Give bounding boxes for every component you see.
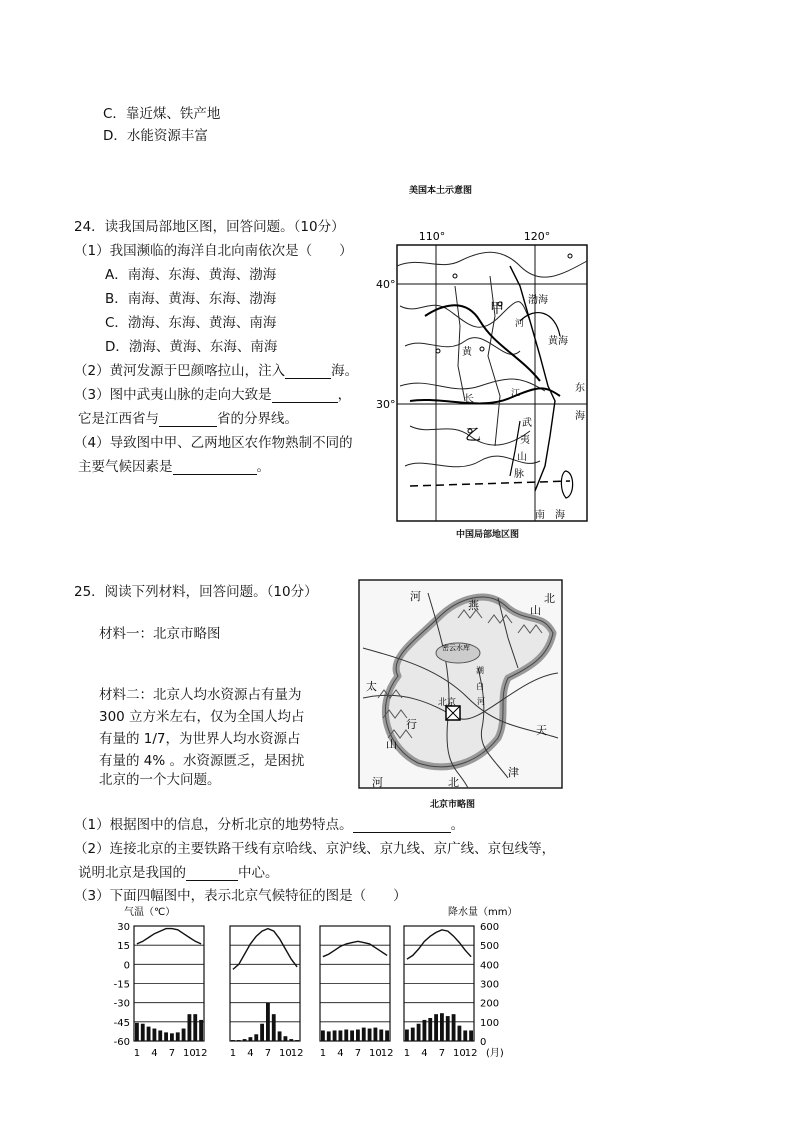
label-bei: 北 bbox=[544, 592, 555, 605]
q24-option-d: D．渤海、黄海、东海、南海 bbox=[105, 339, 278, 355]
q24-sub3b: 它是江西省与 省的分界线。 bbox=[78, 411, 298, 427]
right-tick-label: 300 bbox=[480, 979, 500, 991]
q25-sub2b: 说明北京是我国的 中心。 bbox=[78, 865, 279, 881]
chart-4-precip-bar bbox=[405, 1030, 409, 1042]
us-map-caption: 美国本土示意图 bbox=[409, 186, 473, 196]
label-bei-south: 北 bbox=[448, 776, 459, 789]
label-tai: 太 bbox=[366, 680, 377, 693]
answer-blank[interactable] bbox=[285, 364, 331, 379]
label-bohai: 渤海 bbox=[528, 295, 548, 306]
x-tick-label: 12 bbox=[380, 1048, 394, 1059]
label-he-south: 河 bbox=[372, 776, 383, 789]
chart-2-precip-bar bbox=[272, 1014, 276, 1041]
q24-option-a: A．南海、东海、黄海、渤海 bbox=[105, 267, 277, 283]
label-nanhai: 南 海 bbox=[535, 510, 565, 521]
chart-3-precip-bar bbox=[321, 1030, 325, 1041]
x-tick-label: 1 bbox=[319, 1048, 327, 1059]
chart-3-precip-bar bbox=[362, 1028, 366, 1041]
q25-material-2-line1: 材料二：北京人均水资源占有量为 bbox=[99, 687, 302, 703]
chart-4-precip-bar bbox=[423, 1020, 427, 1041]
answer-blank[interactable] bbox=[159, 412, 217, 427]
label-mai: 脉 bbox=[514, 469, 524, 480]
q23-option-d: D．水能资源丰富 bbox=[103, 128, 208, 144]
right-axis-label: 降水量（mm） bbox=[448, 907, 518, 918]
chart-3-precip-bar bbox=[333, 1030, 337, 1041]
chart-3-precip-bar bbox=[344, 1030, 348, 1042]
q24-sub3: （3）图中武夷山脉的走向大致是 ， bbox=[74, 387, 352, 403]
q24-option-b: B．南海、黄海、东海、渤海 bbox=[105, 291, 277, 307]
chart-2-precip-bar bbox=[289, 1039, 293, 1041]
longitude-110: 110° bbox=[418, 230, 446, 243]
label-he2: 河 bbox=[477, 697, 485, 706]
q23-option-c: C．靠近煤、铁产地 bbox=[103, 106, 221, 122]
chart-1-precip-bar bbox=[182, 1029, 186, 1041]
chart-1-precip-bar bbox=[153, 1029, 157, 1041]
x-tick-label: 10 bbox=[279, 1048, 292, 1059]
chart-3-precip-bar bbox=[374, 1028, 378, 1041]
label-jiang: 江 bbox=[511, 389, 521, 399]
region-jia: 甲 bbox=[490, 301, 504, 317]
label-jin: 津 bbox=[508, 766, 519, 779]
answer-blank[interactable] bbox=[173, 460, 257, 475]
latitude-40: 40° bbox=[376, 278, 396, 291]
chart-1-precip-bar bbox=[141, 1024, 145, 1041]
chart-1-precip-bar bbox=[188, 1014, 192, 1041]
q24-title: 24．读我国局部地区图，回答问题。（10分） bbox=[74, 219, 345, 235]
q24-sub1: （1）我国濒临的海洋自北向南依次是（ ） bbox=[74, 243, 353, 259]
x-tick-label: 4 bbox=[421, 1048, 428, 1059]
chart-2-precip-bar bbox=[295, 1040, 299, 1041]
chart-4-precip-bar bbox=[446, 1016, 450, 1041]
left-tick-label: -45 bbox=[113, 1017, 130, 1029]
label-shan-north: 山 bbox=[530, 604, 541, 617]
chart-3-precip-bar bbox=[379, 1030, 383, 1042]
x-tick-label: 4 bbox=[337, 1048, 344, 1059]
longitude-120: 120° bbox=[523, 230, 551, 243]
chart-1-precip-bar bbox=[164, 1032, 168, 1041]
x-tick-label: 12 bbox=[464, 1048, 478, 1059]
q24-sub2: （2）黄河发源于巴颜喀拉山，注入 海。 bbox=[74, 363, 359, 379]
label-huanghai: 黄海 bbox=[548, 336, 568, 347]
label-wu: 武 bbox=[522, 418, 532, 429]
label-shan-west: 山 bbox=[386, 738, 397, 751]
chart-4-precip-bar bbox=[458, 1026, 462, 1041]
x-tick-label: 7 bbox=[168, 1048, 176, 1059]
chart-2-precip-bar bbox=[243, 1039, 247, 1041]
label-hang: 行 bbox=[406, 718, 417, 731]
left-tick-label: 30 bbox=[117, 922, 130, 933]
chart-3-precip-bar bbox=[356, 1030, 360, 1042]
left-tick-label: -60 bbox=[113, 1037, 130, 1048]
q25-title: 25．阅读下列材料，回答问题。（10分） bbox=[74, 584, 318, 600]
chart-1-precip-bar bbox=[135, 1023, 139, 1041]
chart-4-precip-bar bbox=[440, 1013, 444, 1041]
label-tian: 天 bbox=[536, 724, 547, 737]
label-chao: 潮 bbox=[476, 666, 484, 675]
chart-4-precip-bar bbox=[463, 1030, 467, 1041]
chart-4-precip-bar bbox=[469, 1030, 473, 1041]
q25-sub2: （2）连接北京的主要铁路干线有京哈线、京沪线、京九线、京广线、京包线等， bbox=[74, 841, 556, 857]
x-tick-label: 12 bbox=[194, 1048, 208, 1059]
chart-2-precip-bar bbox=[260, 1024, 264, 1041]
chart-4-precip-bar bbox=[411, 1028, 415, 1041]
label-yi: 夷 bbox=[520, 435, 530, 446]
x-tick-label: 10 bbox=[453, 1048, 466, 1059]
label-miyun: 密云水库 bbox=[442, 644, 470, 652]
chart-1-precip-bar bbox=[170, 1033, 174, 1041]
q25-material-2-line5: 北京的一个大问题。 bbox=[99, 772, 221, 788]
x-tick-label: 7 bbox=[264, 1048, 272, 1059]
answer-blank[interactable] bbox=[353, 818, 451, 833]
chart-1-precip-bar bbox=[193, 1014, 197, 1041]
x-tick-label: 10 bbox=[369, 1048, 382, 1059]
right-tick-label: 0 bbox=[480, 1037, 487, 1048]
beijing-map-caption: 北京市略图 bbox=[430, 800, 476, 810]
left-tick-label: -15 bbox=[113, 979, 130, 991]
chart-2-precip-bar bbox=[284, 1036, 288, 1041]
left-tick-label: 15 bbox=[117, 941, 130, 953]
x-tick-label: 1 bbox=[229, 1048, 237, 1059]
latitude-30: 30° bbox=[376, 398, 396, 411]
q24-sub4: （4）导致图中甲、乙两地区农作物熟制不同的 bbox=[74, 435, 353, 451]
chart-3-precip-bar bbox=[385, 1030, 389, 1041]
q25-material-2-line4: 有量的 4% 。水资源匮乏，是困扰 bbox=[99, 753, 305, 769]
x-axis-unit: (月) bbox=[486, 1048, 504, 1059]
label-shan: 山 bbox=[517, 452, 527, 463]
chart-3-precip-bar bbox=[368, 1029, 372, 1041]
label-yan: 燕 bbox=[468, 599, 479, 612]
q24-sub4b: 主要气候因素是 。 bbox=[78, 459, 270, 475]
answer-blank[interactable] bbox=[186, 866, 238, 881]
x-tick-label: 1 bbox=[133, 1048, 141, 1059]
right-tick-label: 600 bbox=[480, 922, 500, 933]
chart-3-precip-bar bbox=[339, 1030, 343, 1041]
chart-2-precip-bar bbox=[278, 1031, 282, 1041]
q25-sub1: （1）根据图中的信息，分析北京的地势特点。 。 bbox=[74, 817, 465, 833]
region-yi: 乙 bbox=[465, 425, 482, 444]
x-tick-label: 4 bbox=[151, 1048, 158, 1059]
chart-2-precip-bar bbox=[231, 1040, 235, 1041]
q25-sub3: （3）下面四幅图中，表示北京气候特征的图是（ ） bbox=[74, 888, 407, 904]
right-tick-label: 500 bbox=[480, 941, 500, 953]
q25-material-1: 材料一：北京市略图 bbox=[99, 626, 221, 642]
chart-1-precip-bar bbox=[158, 1030, 162, 1041]
right-tick-label: 100 bbox=[480, 1017, 500, 1029]
chart-2-precip-bar bbox=[266, 1003, 270, 1041]
chart-3-precip-bar bbox=[350, 1030, 354, 1041]
right-tick-label: 200 bbox=[480, 998, 500, 1010]
chart-2-precip-bar bbox=[249, 1037, 253, 1041]
beijing-map bbox=[358, 578, 564, 790]
x-tick-label: 4 bbox=[247, 1048, 254, 1059]
left-axis-label: 气温（℃） bbox=[124, 907, 176, 918]
label-he: 河 bbox=[515, 319, 525, 329]
x-tick-label: 12 bbox=[290, 1048, 304, 1059]
answer-blank[interactable] bbox=[272, 388, 338, 403]
right-tick-label: 400 bbox=[480, 960, 500, 972]
label-huang: 黄 bbox=[462, 347, 472, 358]
x-tick-label: 1 bbox=[403, 1048, 411, 1059]
x-tick-label: 7 bbox=[354, 1048, 362, 1059]
label-dong: 东 bbox=[575, 383, 585, 394]
chart-4-precip-bar bbox=[434, 1014, 438, 1041]
label-hai: 海 bbox=[575, 411, 585, 422]
q25-material-2-line2: 300 立方米左右，仅为全国人均占 bbox=[99, 709, 305, 725]
x-tick-label: 7 bbox=[438, 1048, 446, 1059]
chart-2-precip-bar bbox=[254, 1034, 258, 1041]
chart-1-precip-bar bbox=[176, 1032, 180, 1041]
label-bai: 白 bbox=[476, 682, 484, 691]
chart-1-precip-bar bbox=[199, 1020, 203, 1041]
chart-1-precip-bar bbox=[147, 1027, 151, 1041]
china-map-caption: 中国局部地区图 bbox=[456, 530, 520, 540]
left-tick-label: -30 bbox=[113, 998, 130, 1010]
label-he: 河 bbox=[410, 590, 421, 603]
chart-4-precip-bar bbox=[417, 1024, 421, 1041]
label-chang: 长 bbox=[464, 394, 474, 405]
climate-charts bbox=[112, 903, 522, 1061]
chart-4-precip-bar bbox=[428, 1018, 432, 1041]
x-tick-label: 10 bbox=[183, 1048, 196, 1059]
q25-material-2-line3: 有量的 1/7，为世界人均水资源占 bbox=[99, 731, 301, 747]
left-tick-label: 0 bbox=[123, 960, 130, 972]
label-beijing: 北京 bbox=[438, 698, 457, 708]
chart-3-precip-bar bbox=[327, 1031, 331, 1041]
chart-2-precip-bar bbox=[237, 1040, 241, 1041]
q24-option-c: C．渤海、东海、黄海、南海 bbox=[105, 315, 277, 331]
china-partial-map bbox=[370, 226, 592, 526]
chart-4-precip-bar bbox=[452, 1014, 456, 1041]
